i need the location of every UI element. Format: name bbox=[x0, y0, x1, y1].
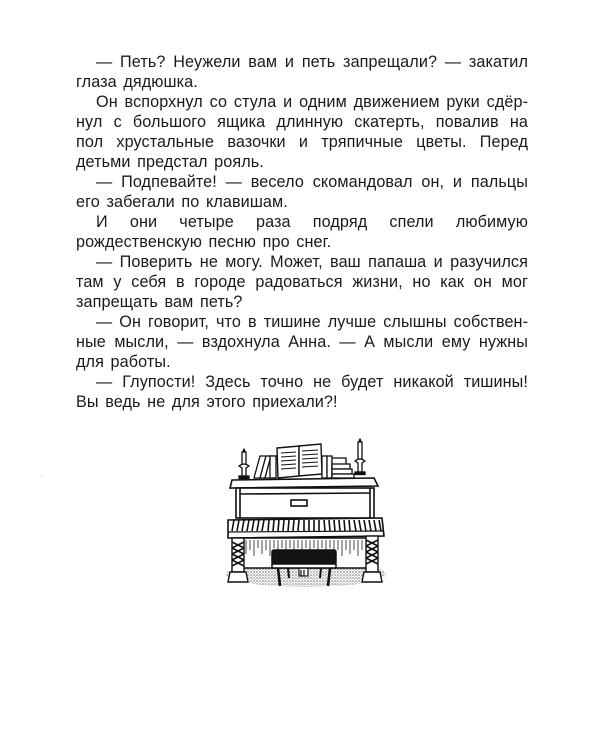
paragraph: — Глупости! Здесь точно не будет никакой тишины! Вы ведь не для этого приехали?! bbox=[76, 373, 528, 411]
piano-illustration bbox=[226, 436, 386, 588]
paragraph: — Поверить не могу. Может, ваш папаша и разучился там у себя в городе радоваться жизни, но как он мог запрещать вам петь? bbox=[76, 253, 528, 311]
paragraph: И они четыре раза подряд спели любимую рождественскую песню про снег. bbox=[76, 213, 528, 251]
paragraph: — Подпевайте! — весело скомандовал он, и пальцы его забегали по клавишам. bbox=[76, 173, 528, 211]
paragraph: — Петь? Неужели вам и петь запрещали? — закатил глаза дядюшка. bbox=[76, 53, 528, 91]
story-text bbox=[76, 52, 528, 412]
paragraph: Он вспорхнул со стула и одним движением руки сдёрнул с большого ящика длинную скатерть, повалив на пол хрустальные вазочки и тряпичные цветы. Перед детьми предстал рояль. bbox=[76, 93, 528, 171]
paragraph: — Он говорит, что в тишине лучше слышны собственные мысли, — вздохнула Анна. — А мысли ему нужны для работы. bbox=[76, 313, 528, 371]
scan-speck bbox=[41, 475, 43, 476]
piano-icon bbox=[226, 436, 386, 588]
